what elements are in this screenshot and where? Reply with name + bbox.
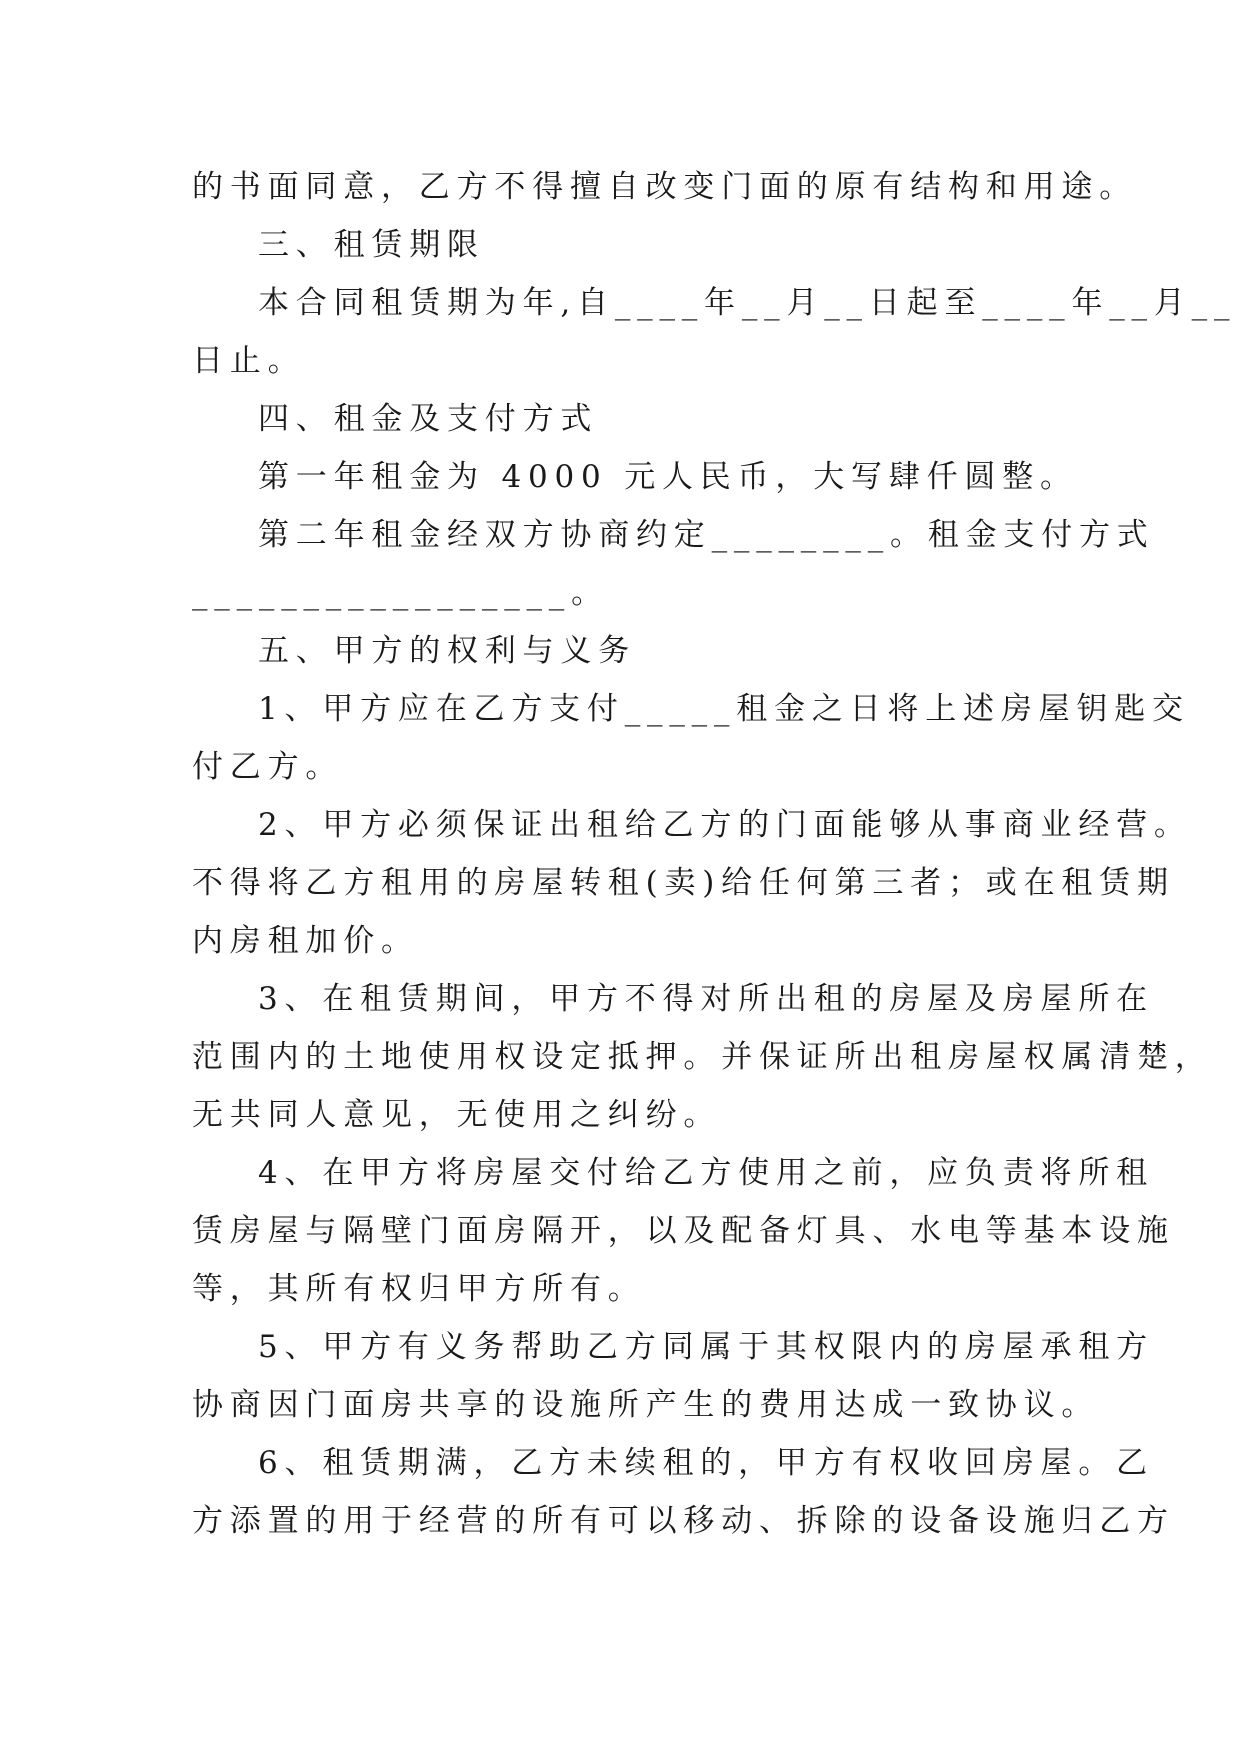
text-line: 第二年租金经双方协商约定________。租金支付方式 [258,517,1155,553]
section-heading: 四、租金及支付方式 [258,401,599,437]
text-line: 无共同人意见，无使用之纠纷。 [192,1097,722,1133]
text-line: 范围内的土地使用权设定抵押。并保证所出租房屋权属清楚， [192,1039,1213,1075]
text-line: 5、甲方有义务帮助乙方同属于其权限内的房屋承租方 [258,1329,1154,1365]
text-line: 3、在租赁期间，甲方不得对所出租的房屋及房屋所在 [258,981,1154,1017]
text-line: 等，其所有权归甲方所有。 [192,1271,646,1307]
section-heading: 五、甲方的权利与义务 [258,633,636,669]
text-line: 6、租赁期满，乙方未续租的，甲方有权收回房屋。乙 [258,1445,1154,1481]
text-line: 第一年租金为 4000 元人民币，大写肆仟圆整。 [258,459,1078,495]
text-line: 内房租加价。 [192,923,419,959]
text-line: 的书面同意，乙方不得擅自改变门面的原有结构和用途。 [192,169,1137,205]
text-line: 1、甲方应在乙方支付_____租金之日将上述房屋钥匙交 [258,691,1190,727]
text-line: 协商因门面房共享的设施所产生的费用达成一致协议。 [192,1387,1100,1423]
text-line: 4、在甲方将房屋交付给乙方使用之前，应负责将所租 [258,1155,1154,1191]
text-line: 付乙方。 [192,749,344,785]
text-line: _________________。 [192,575,609,611]
text-line: 本合同租赁期为年,自____年__月__日起至____年__月__ [258,285,1237,321]
section-heading: 三、租赁期限 [258,227,485,263]
text-line: 2、甲方必须保证出租给乙方的门面能够从事商业经营。 [258,807,1192,843]
text-line: 不得将乙方租用的房屋转租(卖)给任何第三者；或在租赁期 [192,865,1175,901]
text-line: 日止。 [192,343,306,379]
text-line: 方添置的用于经营的所有可以移动、拆除的设备设施归乙方 [192,1503,1175,1539]
text-line: 赁房屋与隔壁门面房隔开，以及配备灯具、水电等基本设施 [192,1213,1175,1249]
document-body [192,158,1237,1550]
